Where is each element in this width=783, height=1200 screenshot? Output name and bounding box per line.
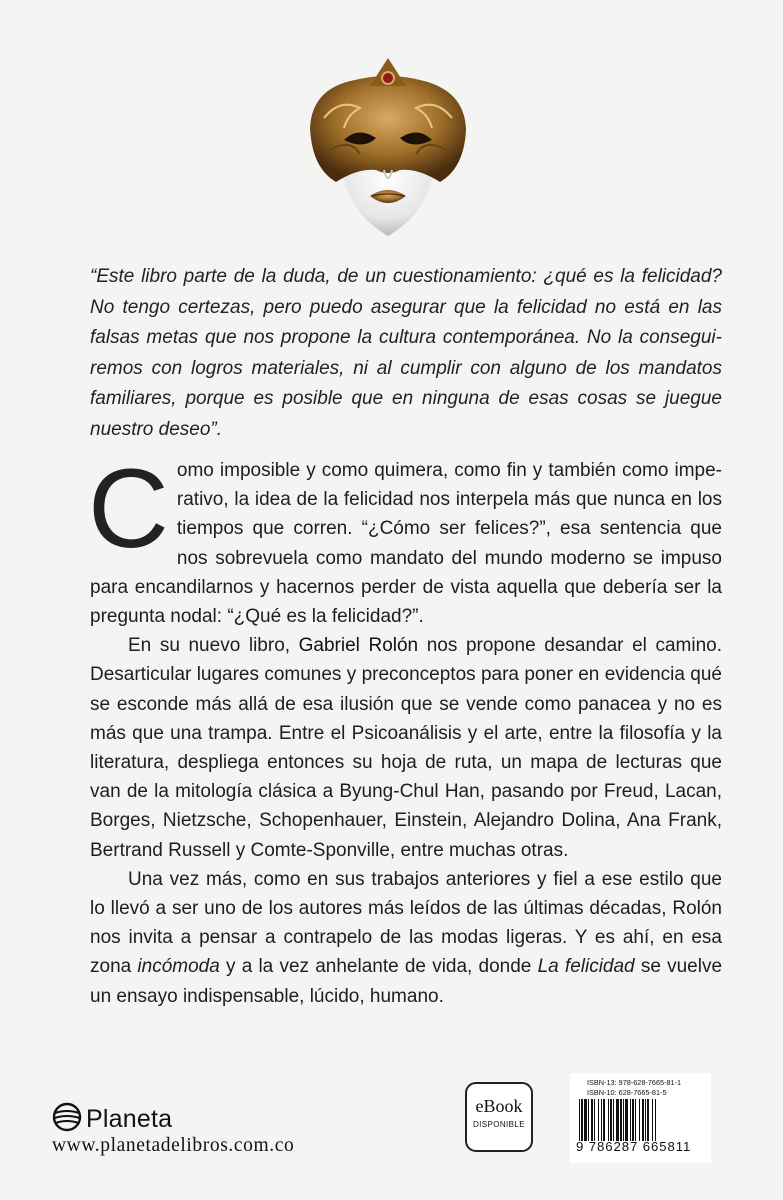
isbn-10: ISBN-10: 628-7665-81-5	[587, 1088, 667, 1097]
publisher-logo	[52, 1102, 172, 1137]
planeta-globe-icon	[52, 1102, 82, 1137]
barcode-bars	[579, 1099, 706, 1141]
isbn-barcode	[570, 1073, 711, 1163]
author-quote: “Este libro parte de la duda, de un cuestionamiento: ¿qué es la felicidad? No tengo certezas, pero puedo asegurar que la felicidad no está en las falsas metas que nos propone la cultura contemporánea. No la conseguiremos con logros materiales, ni al cumplir con alguno de los mandatos familiares, porque es posible que en ninguna de esas cosas se juegue nuestro deseo”.	[90, 266, 722, 440]
publisher-name: Planeta	[86, 1105, 173, 1133]
paragraph-1-text: omo imposible y como quimera, como fin y también como imperativo, la idea de la felicidad nos interpela más que nunca en los tiempos que corren. “¿Cómo ser felices?”, esa sentencia que nos sobrevuela como mandato del mundo moderno se impuso para encandilarnos y hacernos perder de vista aquella que debería ser la pregunta nodal: “¿Qué es la felicidad?”.	[90, 460, 722, 628]
author-name: Gabriel Rolón	[298, 635, 419, 657]
ebook-badge	[465, 1082, 533, 1152]
publisher-url: www.planetadelibros.com.co	[52, 1135, 295, 1156]
synopsis-paragraph-2	[90, 631, 722, 865]
italic-word: incómoda	[137, 956, 220, 978]
drop-cap: C	[88, 446, 169, 571]
barcode-digits: 9 786287 665811	[576, 1139, 692, 1154]
synopsis	[88, 446, 723, 1011]
book-title: La felicidad	[537, 956, 635, 978]
paragraph-3-text-c: se vuelve un ensayo indispensable, lúcido, humano.	[90, 956, 723, 1007]
ebook-subtitle: DISPONIBLE	[472, 1120, 525, 1129]
paragraph-3-text-b: y a la vez anhelante de vida, donde	[219, 956, 538, 978]
paragraph-2-text: nos propone desandar el camino. Desarticular lugares comunes y preconceptos para poner en evidencia qué se esconde más allá de esa ilusión que se vende como panacea y no es más que una trampa. Entre el Psicoanálisis y el arte, entre la filosofía y la literatura, despliega entonces su hoja de ruta, un mapa de lecturas que van de la mitología clásica a Byung-Chul Han, pasando por Freud, Lacan, Borges, Nietzsche, Schopenhauer, Einstein, Alejandro Dolina, Ana Frank, Bertrand Russell y Comte-Sponville, entre muchas otras.	[90, 635, 723, 861]
synopsis-paragraph-1	[88, 446, 722, 631]
ebook-title: eBook	[475, 1096, 523, 1116]
synopsis-paragraph-3	[90, 865, 722, 1011]
venetian-mask-illustration	[300, 58, 475, 243]
paragraph-2-intro: En su nuevo libro,	[128, 635, 299, 657]
paragraph-3-text-a: Una vez más, como en sus trabajos anteriores y fiel a ese estilo que lo llevó a ser uno de los autores más leídos de las últimas décadas, Rolón nos invita a pensar a contrapelo de las modas ligeras. Y es ahí, en esa zona	[90, 868, 722, 978]
isbn-13: ISBN-13: 978-628-7665-81-1	[587, 1078, 682, 1087]
